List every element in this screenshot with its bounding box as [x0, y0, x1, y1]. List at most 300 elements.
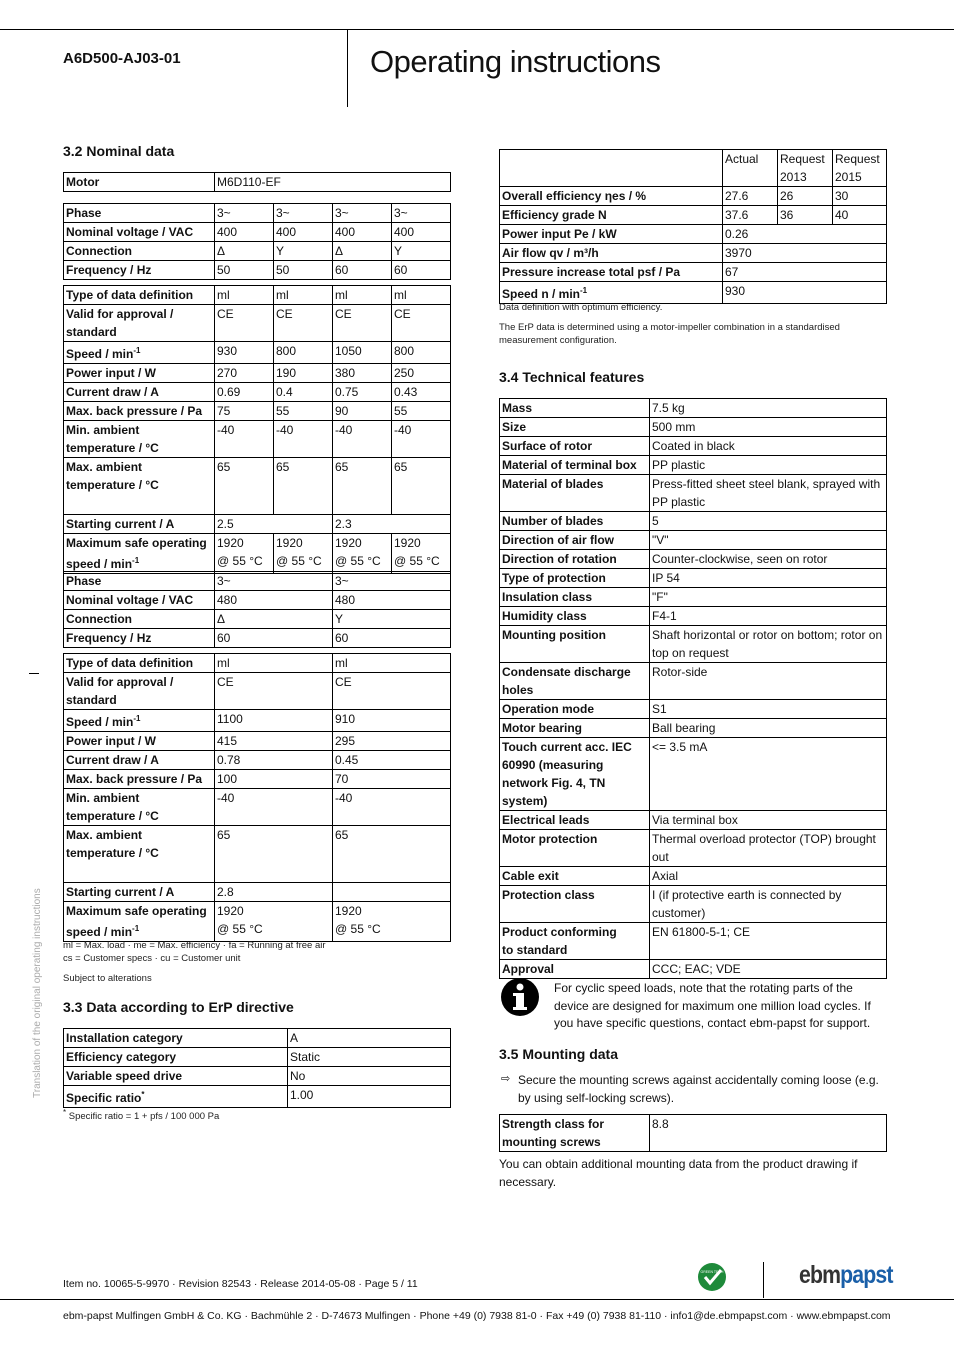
cell: 60: [333, 261, 392, 280]
specific-ratio-footnote: * Specific ratio = 1 + pfs / 100 000 Pa: [63, 1108, 220, 1123]
cell: [274, 534, 333, 574]
cell: 36: [778, 206, 833, 225]
table-row: [500, 719, 887, 738]
footer-rule: [0, 1299, 954, 1300]
cell: Max. back pressure / Pa: [64, 770, 215, 789]
model-number: A6D500-AJ03-01: [63, 50, 181, 67]
feature-value: 5: [650, 512, 887, 531]
cell: Strength class for mounting screws: [500, 1115, 650, 1152]
cell: 65: [392, 458, 451, 515]
cell: 0.69: [215, 383, 274, 402]
mounting-table: [499, 1114, 887, 1152]
table-row: [64, 1086, 451, 1108]
cell: 27.6: [723, 187, 778, 206]
cell: Current draw / A: [64, 751, 215, 770]
table-row: [500, 960, 887, 979]
feature-label: Mounting position: [500, 626, 650, 663]
table-row: [64, 629, 451, 648]
footer-item-info: Item no. 10065-5-9970 · Revision 82543 · Release 2014-05-08 · Page 5 / 11: [63, 1278, 418, 1290]
cell: 55: [274, 402, 333, 421]
table-row: [64, 572, 451, 591]
table-row: [500, 399, 887, 418]
legend-line: cs = Customer specs · cu = Customer unit: [63, 953, 241, 964]
table-row: [64, 286, 451, 305]
feature-label: Humidity class: [500, 607, 650, 626]
side-note: Translation of the original operating instructions: [32, 888, 43, 1098]
cell: Y: [392, 242, 451, 261]
logo-part: ebm: [799, 1261, 841, 1289]
feature-value: Ball bearing: [650, 719, 887, 738]
cell: Max. back pressure / Pa: [64, 402, 215, 421]
speed-label: Speed / min: [66, 715, 134, 729]
cell: 90: [333, 402, 392, 421]
cell: Y: [274, 242, 333, 261]
cell: Δ: [215, 242, 274, 261]
table-row: [64, 1029, 451, 1048]
column-header: Request 2015: [833, 150, 887, 187]
cell: A: [288, 1029, 451, 1048]
cell: 415: [215, 732, 333, 751]
value: @ 55 °C: [276, 554, 322, 568]
table-row: [500, 811, 887, 830]
column-header: Actual: [723, 150, 778, 187]
cell: 250: [392, 364, 451, 383]
table-row: [500, 225, 887, 244]
cell: Max. ambient temperature / °C: [64, 826, 215, 883]
table-row: [500, 150, 887, 187]
table-row: [64, 610, 451, 629]
cell: Installation category: [64, 1029, 288, 1048]
cell: Starting current / A: [64, 515, 215, 534]
cell: Maximum safe operating speed / $\min^{-1}$: [64, 534, 215, 574]
cell: [333, 534, 392, 574]
feature-value: "V": [650, 531, 887, 550]
cell: 65: [215, 826, 333, 883]
cell: ml: [215, 654, 333, 673]
feature-value: I (if protective earth is connected by customer): [650, 886, 887, 923]
table-row: [500, 550, 887, 569]
erp-data-table: [499, 149, 887, 304]
cell: ml: [333, 654, 451, 673]
table-row: [64, 515, 451, 534]
section-heading-nominal-data: 3.2 Nominal data: [63, 143, 175, 159]
section-heading-technical-features: 3.4 Technical features: [499, 369, 645, 385]
cell: 2.8: [215, 883, 333, 902]
table-row: [500, 531, 887, 550]
cell: Nominal voltage / VAC: [64, 223, 215, 242]
erp-category-table: [63, 1028, 451, 1108]
legend-line: ml = Max. load · me = Max. efficiency · fa = Running at free air: [63, 940, 326, 951]
cell: CE: [215, 673, 333, 710]
table-row: [500, 923, 887, 960]
feature-value: Via terminal box: [650, 811, 887, 830]
cell: 8.8: [650, 1115, 887, 1152]
cell: CE: [392, 305, 451, 342]
cell: Speed / $\min^{-1}$: [64, 710, 215, 732]
motor-value: M6D110-EF: [215, 173, 451, 192]
feature-label: Product conforming to standard: [500, 923, 650, 960]
page-title: Operating instructions: [370, 44, 661, 79]
section-heading-erp: 3.3 Data according to ErP directive: [63, 999, 294, 1015]
cell: CE: [274, 305, 333, 342]
feature-value: Counter-clockwise, seen on rotor: [650, 550, 887, 569]
feature-label: Material of terminal box: [500, 456, 650, 475]
cell: Y: [333, 610, 451, 629]
feature-value: Press-fitted sheet steel blank, sprayed with PP plastic: [650, 475, 887, 512]
table-row: [500, 700, 887, 719]
specific-ratio-label: Specific ratio: [66, 1091, 142, 1105]
speed-label: Speed / min: [66, 347, 134, 361]
cell: 65: [333, 826, 451, 883]
cell: [333, 902, 451, 942]
feature-label: Motor bearing: [500, 719, 650, 738]
cell: 55: [392, 402, 451, 421]
cell: 930: [723, 282, 887, 304]
info-icon: [499, 977, 543, 1017]
feature-value: S1: [650, 700, 887, 719]
arrow-bullet-icon: ⇨: [501, 1073, 511, 1085]
max-safe-speed-label: Maximum safe operating speed / min: [66, 536, 207, 571]
cell: 65: [333, 458, 392, 515]
nominal-elec-table-2: [63, 571, 451, 648]
erp-note-1: Data definition with optimum efficiency.: [499, 302, 663, 313]
table-row: [500, 456, 887, 475]
badge-text: GREEN TECH: [700, 1270, 724, 1274]
cell: [333, 883, 451, 902]
table-row: [64, 342, 451, 364]
table-row: [500, 569, 887, 588]
cell: Nominal voltage / VAC: [64, 591, 215, 610]
feature-label: Mass: [500, 399, 650, 418]
feature-value: EN 61800-5-1; CE: [650, 923, 887, 960]
cell: Min. ambient temperature / °C: [64, 421, 215, 458]
logo-part: papst: [840, 1261, 893, 1289]
erp-note-2: The ErP data is determined using a motor-impeller combination in a standardised measurement configuration.: [499, 322, 840, 346]
feature-value: Axial: [650, 867, 887, 886]
logo-divider: [763, 1262, 764, 1298]
margin-mark: [29, 673, 39, 674]
cell: 40: [833, 206, 887, 225]
feature-value: <= 3.5 mA: [650, 738, 887, 811]
table-row: [500, 830, 887, 867]
feature-label: Type of protection: [500, 569, 650, 588]
cell: 60: [333, 629, 451, 648]
cell: Δ: [215, 610, 333, 629]
cell: Static: [288, 1048, 451, 1067]
cell: 2.5: [215, 515, 333, 534]
cell: CE: [333, 305, 392, 342]
table-row: [64, 305, 451, 342]
subject-note: Subject to alterations: [63, 973, 152, 984]
value: 1920: [276, 536, 303, 550]
feature-label: Size: [500, 418, 650, 437]
table-row: [64, 204, 451, 223]
cell: 1.00: [288, 1086, 451, 1108]
cell: Efficiency category: [64, 1048, 288, 1067]
cell: 50: [274, 261, 333, 280]
cell: -40: [215, 421, 274, 458]
cell: Power input / W: [64, 364, 215, 383]
feature-label: Direction of air flow: [500, 531, 650, 550]
column-header: Request 2013: [778, 150, 833, 187]
footer-company: ebm-papst Mulfingen GmbH & Co. KG · Bachmühle 2 · D-74673 Mulfingen · Phone +49 (0) 7938 81-0 · Fax +49 (0) 7938 81-110 · info1@de.ebmpapst.com · www.ebmpapst.com: [63, 1310, 891, 1322]
cell: Phase: [64, 572, 215, 591]
table-row: [500, 263, 887, 282]
cell: 0.78: [215, 751, 333, 770]
table-row: [64, 534, 451, 574]
table-row: [500, 475, 887, 512]
value: 1920: [335, 904, 362, 918]
cell: 0.26: [723, 225, 887, 244]
cell: 100: [215, 770, 333, 789]
cell: Frequency / Hz: [64, 261, 215, 280]
speed-label: Speed n / min: [502, 287, 581, 301]
cell: 65: [274, 458, 333, 515]
cell: Power input / W: [64, 732, 215, 751]
table-row: [64, 402, 451, 421]
value: @ 55 °C: [217, 922, 263, 936]
cell: 3970: [723, 244, 887, 263]
cell: Variable speed drive: [64, 1067, 288, 1086]
cell: 70: [333, 770, 451, 789]
feature-label: Surface of rotor: [500, 437, 650, 456]
table-row: [64, 1067, 451, 1086]
cell: Air flow qv / m³/h: [500, 244, 723, 263]
table-row: [64, 883, 451, 902]
feature-label: Material of blades: [500, 475, 650, 512]
cell: 1100: [215, 710, 333, 732]
cell: 3~: [215, 572, 333, 591]
value: 1920: [335, 536, 362, 550]
cell: 380: [333, 364, 392, 383]
value: @ 55 °C: [217, 554, 263, 568]
max-safe-speed-label: Maximum safe operating speed / min: [66, 904, 207, 939]
cell: Speed n / $\min^{-1}$: [500, 282, 723, 304]
table-row: [64, 710, 451, 732]
cell: 60: [215, 629, 333, 648]
cell: 3~: [215, 204, 274, 223]
cell: Pressure increase total psf / Pa: [500, 263, 723, 282]
cell: 3~: [333, 204, 392, 223]
cell: 400: [274, 223, 333, 242]
cell: 480: [215, 591, 333, 610]
table-row: [64, 732, 451, 751]
feature-value: Coated in black: [650, 437, 887, 456]
cell: 2.3: [333, 515, 451, 534]
cell: No: [288, 1067, 451, 1086]
table-row: [500, 626, 887, 663]
feature-value: Thermal overload protector (TOP) brought out: [650, 830, 887, 867]
cell: 0.43: [392, 383, 451, 402]
technical-features-table: [499, 398, 887, 979]
table-row: [500, 867, 887, 886]
cell: 60: [392, 261, 451, 280]
table-row: [500, 663, 887, 700]
table-row: [500, 418, 887, 437]
cell: 65: [215, 458, 274, 515]
cell: ml: [392, 286, 451, 305]
cell: 800: [274, 342, 333, 364]
table-row: [64, 242, 451, 261]
cell: Power input Pe / kW: [500, 225, 723, 244]
cell: 295: [333, 732, 451, 751]
cell: 480: [333, 591, 451, 610]
feature-value: "F": [650, 588, 887, 607]
cell: Connection: [64, 242, 215, 261]
cell: Max. ambient temperature / °C: [64, 458, 215, 515]
nominal-elec-table-1: [63, 203, 451, 280]
table-row: [500, 607, 887, 626]
cell: ml: [274, 286, 333, 305]
cell: 0.4: [274, 383, 333, 402]
feature-label: Direction of rotation: [500, 550, 650, 569]
cell: Speed / $\min^{-1}$: [64, 342, 215, 364]
cell: 3~: [333, 572, 451, 591]
cell: -40: [333, 421, 392, 458]
cell: 400: [215, 223, 274, 242]
cell: 50: [215, 261, 274, 280]
feature-label: Electrical leads: [500, 811, 650, 830]
feature-value: Shaft horizontal or rotor on bottom; rotor on top on request: [650, 626, 887, 663]
green-tech-badge-icon: [697, 1262, 729, 1292]
cell: 3~: [392, 204, 451, 223]
cell: CE: [215, 305, 274, 342]
value: 1920: [217, 536, 244, 550]
feature-label: Motor protection: [500, 830, 650, 867]
cell: 26: [778, 187, 833, 206]
cell: -40: [274, 421, 333, 458]
table-row: [64, 826, 451, 883]
feature-label: Operation mode: [500, 700, 650, 719]
nominal-data-table-2: [63, 653, 451, 942]
footnote-text: Specific ratio = 1 + pfs / 100 000 Pa: [68, 1111, 220, 1123]
cell: 400: [392, 223, 451, 242]
table-row: [64, 654, 451, 673]
legend-note: [63, 939, 326, 965]
table-row: [64, 364, 451, 383]
cell: -40: [333, 789, 451, 826]
cell: ml: [333, 286, 392, 305]
table-row: [64, 902, 451, 942]
cell: Min. ambient temperature / °C: [64, 789, 215, 826]
table-row: [64, 223, 451, 242]
cell: 3~: [274, 204, 333, 223]
cell: 1050: [333, 342, 392, 364]
value: 1920: [217, 904, 244, 918]
table-row: [64, 421, 451, 458]
cell: 930: [215, 342, 274, 364]
table-row: [64, 383, 451, 402]
feature-label: Protection class: [500, 886, 650, 923]
cell: Maximum safe operating speed / $\min^{-1}$: [64, 902, 215, 942]
cell: 0.45: [333, 751, 451, 770]
table-row: [64, 458, 451, 515]
cell: Connection: [64, 610, 215, 629]
mounting-note: You can obtain additional mounting data from the product drawing if necessary.: [499, 1157, 858, 1189]
feature-label: Touch current acc. IEC 60990 (measuring network Fig. 4, TN system): [500, 738, 650, 811]
ebmpapst-logo: [799, 1261, 893, 1290]
table-row: [64, 751, 451, 770]
value: @ 55 °C: [335, 554, 381, 568]
cell: Valid for approval / standard: [64, 673, 215, 710]
feature-label: Condensate discharge holes: [500, 663, 650, 700]
cell: [392, 534, 451, 574]
cell: Starting current / A: [64, 883, 215, 902]
table-row: [64, 261, 451, 280]
nominal-data-table-1: [63, 285, 451, 574]
table-row: [500, 1115, 887, 1152]
cell: Phase: [64, 204, 215, 223]
cell: Valid for approval / standard: [64, 305, 215, 342]
feature-value: CCC; EAC; VDE: [650, 960, 887, 979]
table-row: [500, 206, 887, 225]
cell: 400: [333, 223, 392, 242]
table-row: [64, 789, 451, 826]
table-row: [64, 770, 451, 789]
table-row: [64, 1048, 451, 1067]
value: @ 55 °C: [335, 922, 381, 936]
cell: [215, 534, 274, 574]
feature-label: Insulation class: [500, 588, 650, 607]
info-text: For cyclic speed loads, note that the rotating parts of the device are designed for maximum one million load cycles. If you have specific questions, contact ebm-papst for support.: [554, 981, 871, 1030]
cell: 800: [392, 342, 451, 364]
motor-table: [63, 172, 451, 192]
table-row: [500, 187, 887, 206]
cell: 67: [723, 263, 887, 282]
feature-label: Cable exit: [500, 867, 650, 886]
cell: 270: [215, 364, 274, 383]
header-top-rule: [0, 29, 954, 30]
cell: -40: [215, 789, 333, 826]
feature-label: Number of blades: [500, 512, 650, 531]
value: @ 55 °C: [394, 554, 440, 568]
table-row: [500, 588, 887, 607]
table-row: [64, 673, 451, 710]
cell: 75: [215, 402, 274, 421]
table-row: [64, 173, 451, 192]
cell: ml: [215, 286, 274, 305]
section-heading-mounting-data: 3.5 Mounting data: [499, 1046, 618, 1062]
header-divider: [347, 29, 348, 107]
cell: 910: [333, 710, 451, 732]
feature-value: F4-1: [650, 607, 887, 626]
motor-label: Motor: [64, 173, 215, 192]
cell: [215, 902, 333, 942]
cell: Specific ratio*: [64, 1086, 288, 1108]
feature-value: 500 mm: [650, 418, 887, 437]
feature-value: IP 54: [650, 569, 887, 588]
table-row: [64, 591, 451, 610]
table-row: [500, 738, 887, 811]
table-row: [500, 886, 887, 923]
table-row: [500, 244, 887, 263]
cell: Overall efficiency ηes / %: [500, 187, 723, 206]
cell: Δ: [333, 242, 392, 261]
cell: Type of data definition: [64, 286, 215, 305]
table-row: [500, 437, 887, 456]
mounting-instruction: Secure the mounting screws against accidentally coming loose (e.g. by using self-locking screws).: [518, 1073, 879, 1105]
feature-value: 7.5 kg: [650, 399, 887, 418]
cell: 30: [833, 187, 887, 206]
cell: Current draw / A: [64, 383, 215, 402]
cell: [500, 150, 723, 187]
cell: Efficiency grade N: [500, 206, 723, 225]
value: 1920: [394, 536, 421, 550]
feature-label: Approval: [500, 960, 650, 979]
feature-value: Rotor-side: [650, 663, 887, 700]
cell: Frequency / Hz: [64, 629, 215, 648]
cell: 37.6: [723, 206, 778, 225]
